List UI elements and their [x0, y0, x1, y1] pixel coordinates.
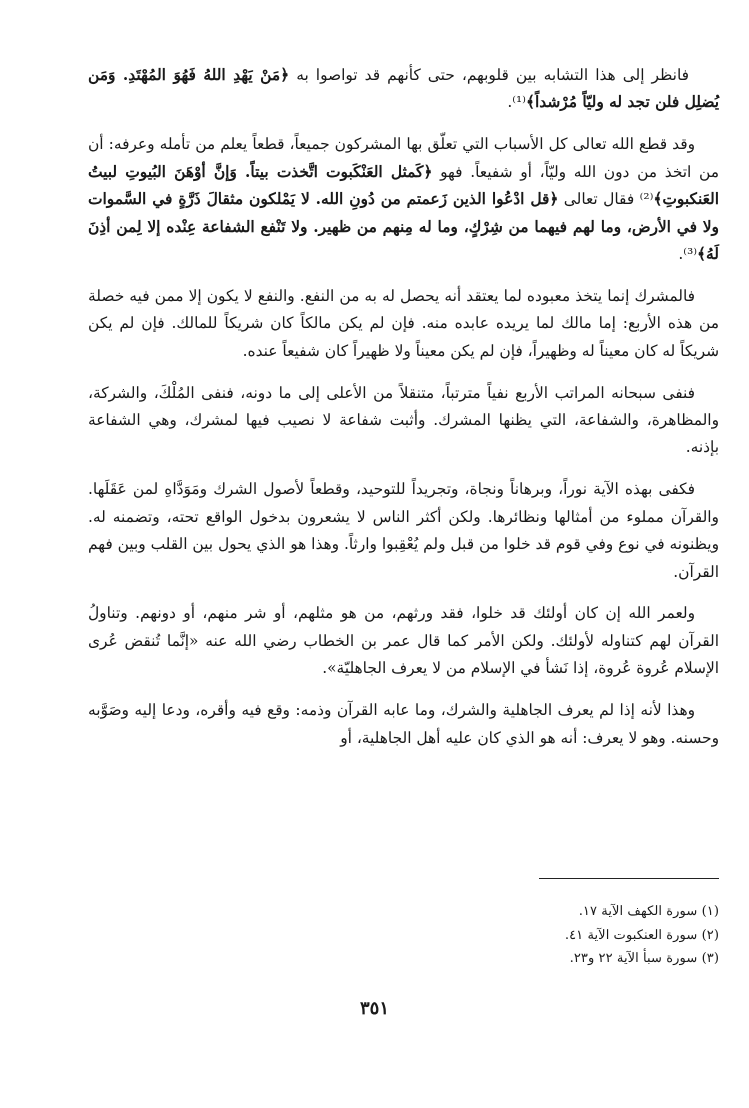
- footnote-divider: [539, 878, 719, 879]
- paragraph-2-text-a: وقد قطع الله تعالى كل الأسباب التي تعلّق بها المشركون جميعاً، قطعاً يعلم من تأمله وعرفه: أن من اتخذ من دون الله وليّاً، أو شفيعاً. فهو: [88, 135, 719, 181]
- paragraph-7: وهذا لأنه إذا لم يعرف الجاهلية والشرك، وما عابه القرآن وذمه: وقع فيه وأقره، ودعا إليه وصَوَّبه وحسنه. وهو لا يعرف: أنه هو الذي كان عليه أهل الجاهلية، أو: [88, 701, 719, 747]
- footnotes: [300, 900, 719, 971]
- footnote-ref-3: ⁽³⁾.: [678, 244, 698, 263]
- paragraph-3: فالمشرك إنما يتخذ معبوده لما يعتقد أنه يحصل له به من النفع. والنفع لا يكون إلا ممن فيه خصلة من هذه الأربع: إما مالك لما يريده عابده منه. فإن لم يكن مالكاً كان شريكاً للمالك. فإن لم يكن شريكاً له كان معيناً له وظهيراً، فإن لم يكن معيناً ولا ظهيراً كان شفيعاً عنده.: [88, 286, 719, 360]
- paragraph-1: [88, 62, 719, 117]
- paragraph-4: فنفى سبحانه المراتب الأربع نفياً مترتباً، متنقلاً من الأعلى إلى ما دونه، فنفى المُلْكَ، والشركة، والمظاهرة، والشفاعة، التي يظنها المشرك. وأثبت شفاعة لا نصيب فيها لمشرك، وهي الشفاعة بإذنه.: [88, 383, 719, 457]
- footnote-2: (٢) سورة العنكبوت الآية ٤١.: [564, 927, 719, 943]
- paragraph-5: فكفى بهذه الآية نوراً، وبرهاناً ونجاة، وتجريداً للتوحيد، وقطعاً لأصول الشرك ومَوَدَّاهِ لمن عَقَلَها. والقرآن مملوء من أمثالها ونظائرها. ولكن أكثر الناس لا يشعرون بدخول الواقع تحته، وتضمنه له. ويظنونه في نوع وفي قوم قد خلوا من قبل ولم يُعْقِبوا وارثاً. وهذا هو الذي يحول بين القلب وبين فهم القرآن.: [88, 480, 719, 581]
- paragraph-1-text-a: فانظر إلى هذا التشابه بين قلوبهم، حتى كأنهم قد تواصوا به: [289, 66, 689, 84]
- footnote-1: (١) سورة الكهف الآية ١٧.: [578, 904, 719, 919]
- paragraph-2: [88, 131, 719, 268]
- main-text: [88, 62, 719, 766]
- paragraph-2-text-b: ⁽²⁾ فقال تعالى: [558, 190, 654, 209]
- quran-quote-1: ﴿مَنْ يَهْدِ اللهُ فَهُوَ المُهْتَدِ. وَمَن يُضلِل فلن تجد له وليّاً مُرْشداً﴾: [88, 66, 719, 112]
- footnote-ref-1: ⁽¹⁾.: [507, 93, 526, 112]
- page-number: ٣٥١: [359, 998, 389, 1019]
- quran-quote-3: ﴿قل ادْعُوا الذين زَعمتم من دُونِ الله. لا يَمْلكون مثقالَ ذَرَّةٍ في السَّموات ولا في الأرض، وما لهم فيهما من شِرْكٍ، وما له مِنهم من ظهير. ولا تَنْفع الشفاعة عِنْده إلا لِمن أذِنَ لَهُ﴾: [88, 190, 719, 263]
- quran-quote-2: ﴿كَمثل العَنْكَبوت اتَّخذت بيتاً. وَإنَّ أوْهَنَ البُيوتِ لبيتُ العَنكبوتِ﴾: [88, 162, 719, 209]
- footnote-3: (٣) سورة سبأ الآية ٢٢ و٢٣.: [569, 951, 719, 966]
- paragraph-6: ولعمر الله إن كان أولئك قد خلوا، فقد ورثهم، من هو مثلهم، أو شر منهم، أو دونهم. وتناولُ القرآن لهم كتناوله لأولئك. ولكن الأمر كما قال عمر بن الخطاب رضي الله عنه «إنَّما تُنقض عُرى الإسلام عُروة عُروة، إذا نَشأ في الإسلام من لا يعرف الجاهليّة».: [88, 604, 719, 678]
